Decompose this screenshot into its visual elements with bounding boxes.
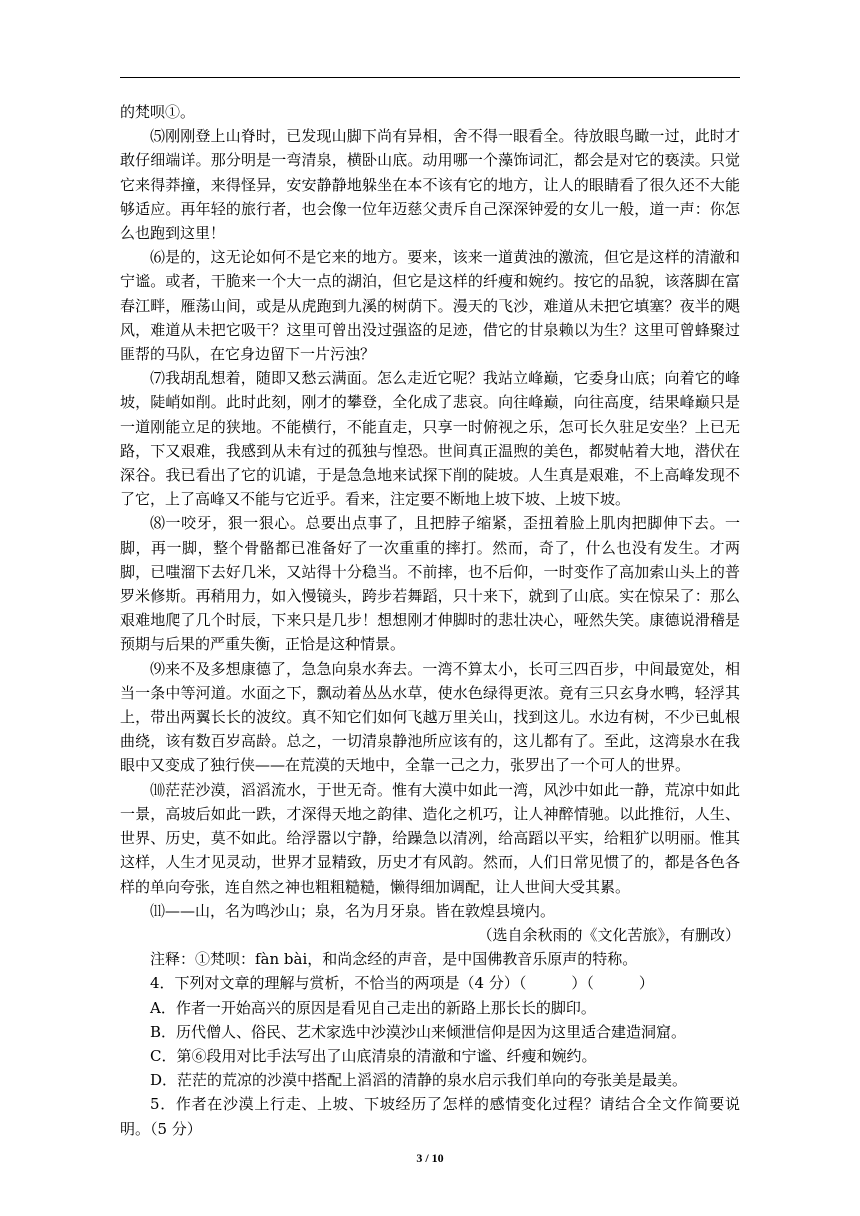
question-4-option-a: A．作者一开始高兴的原因是看见自己走出的新路上那长长的脚印。 [150, 998, 596, 1017]
paragraph-10: ⑽茫茫沙漠，滔滔流水，于世无奇。惟有大漠中如此一湾，风沙中如此一静，荒凉中如此一景，高坡后如此一跌，才深得天地之韵律、造化之机巧，让人神醉情驰。以此推衍，人生、世界、历史，莫不如此。给浮嚣以宁静，给躁急以清冽，给高蹈以平实，给粗犷以明丽。惟其这样，人生才见灵动，世界才显精致，历史才有风韵。然而，人们日常见惯了的，都是各色各样的单向夸张，连自然之神也粗粗糙糙，懒得细加调配，让人世间大受其累。 [120, 780, 740, 896]
document-body [120, 100, 740, 1141]
paragraph-7: ⑺我胡乱想着，随即又愁云满面。怎么走近它呢？我站立峰巅，它委身山底；向着它的峰坡，陡峭如削。此时此刻，刚才的攀登，全化成了悲哀。向往峰巅，向往高度，结果峰巅只是一道刚能立足的狭地。不能横行，不能直走，只享一时俯视之乐，怎可长久驻足安坐？上已无路，下又艰难，我感到从未有过的孤独与惶恐。世间真正温煦的美色，都熨帖着大地，潜伏在深谷。我已看出了它的讥谑，于是急急地来试探下削的陡坡。人生真是艰难，不上高峰发现不了它，上了高峰又不能与它近乎。看来，注定要不断地上坡下坡、上坡下坡。 [120, 369, 740, 509]
paragraph-5: ⑸刚刚登上山脊时，已发现山脚下尚有异相，舍不得一眼看全。待放眼鸟瞰一过，此时才敢仔细端详。那分明是一弯清泉，横卧山底。动用哪一个藻饰词汇，都会是对它的亵渎。只觉它来得莽撞，来得怪异，安安静静地躲坐在本不该有它的地方，让人的眼睛看了很久还不大能够适应。再年轻的旅行者，也会像一位年迈慈父责斥自己深深钟爱的女儿一般，道一声：你怎么也跑到这里！ [120, 127, 740, 243]
header-rule [120, 77, 740, 78]
page-number: 3 / 10 [416, 1151, 444, 1165]
paragraph-9: ⑼来不及多想康德了，急急向泉水奔去。一湾不算太小，长可三四百步，中间最宽处，相当一条中等河道。水面之下，飘动着丛丛水草，使水色绿得更浓。竟有三只玄身水鸭，轻浮其上，带出两翼长长的波纹。真不知它们如何飞越万里关山，找到这儿。水边有树，不少已虬根曲绕，该有数百岁高龄。总之，一切清泉静池所应该有的，这儿都有了。至此，这湾泉水在我眼中又变成了独行侠——在荒漠的天地中，全靠一己之力，张罗出了一个可人的世界。 [120, 659, 740, 775]
paragraph-0: 的梵呗①。 [120, 103, 196, 121]
question-4-option-c: C．第⑥段用对比手法写出了山底清泉的清澈和宁谧、纤瘦和婉约。 [150, 1046, 597, 1065]
paragraph-8: ⑻一咬牙，狠一狠心。总要出点事了，且把脖子缩紧，歪扭着脸上肌肉把脚伸下去。一脚，再一脚，整个骨骼都已准备好了一次重重的摔打。然而，奇了，什么也没有发生。才两脚，已嗤溜下去好几米，又站得十分稳当。不前摔，也不后仰，一时变作了高加索山头上的普罗米修斯。再稍用力，如入慢镜头，跨步若舞蹈，只十来下，就到了山底。实在惊呆了：那么艰难地爬了几个时辰，下来只是几步！想想刚才伸脚时的悲壮决心，哑然失笑。康德说滑稽是预期与后果的严重失衡，正恰是这种情景。 [120, 514, 740, 654]
question-4-option-d: D．茫茫的荒凉的沙漠中搭配上滔滔的清静的泉水启示我们单向的夸张美是最美。 [150, 1071, 688, 1090]
paragraph-6: ⑹是的，这无论如何不是它来的地方。要来，该来一道黄浊的激流，但它是这样的清澈和宁谧。或者，干脆来一个大一点的湖泊，但它是这样的纤瘦和婉约。按它的品貌，该落脚在富春江畔，雁荡山间，或是从虎跑到九溪的树荫下。漫天的飞沙，难道从未把它填塞？夜半的飓风，难道从未把它吸干？这里可曾出没过强盗的足迹，借它的甘泉赖以为生？这里可曾蜂聚过匪帮的马队，在它身边留下一片污浊？ [120, 248, 740, 364]
question-4-option-b: B．历代僧人、俗民、艺术家选中沙漠沙山来倾泄信仰是因为这里适合建造洞窟。 [150, 1022, 687, 1041]
paragraph-11: ⑾——山，名为鸣沙山；泉，名为月牙泉。皆在敦煌县境内。 [150, 901, 556, 920]
question-4-stem: 4．下列对文章的理解与赏析，不恰当的两项是（4 分）（ ）（ ） [150, 974, 654, 993]
question-5-stem: 5．作者在沙漠上行走、上坡、下坡经历了怎样的感情变化过程？请结合全文作简要说明。（5 分） [120, 1095, 740, 1138]
footnote: 注释：①梵呗：fàn bài，和尚念经的声音，是中国佛教音乐原声的特称。 [150, 950, 638, 969]
source-citation: （选自余秋雨的《文化苦旅》，有删改） [477, 925, 740, 944]
